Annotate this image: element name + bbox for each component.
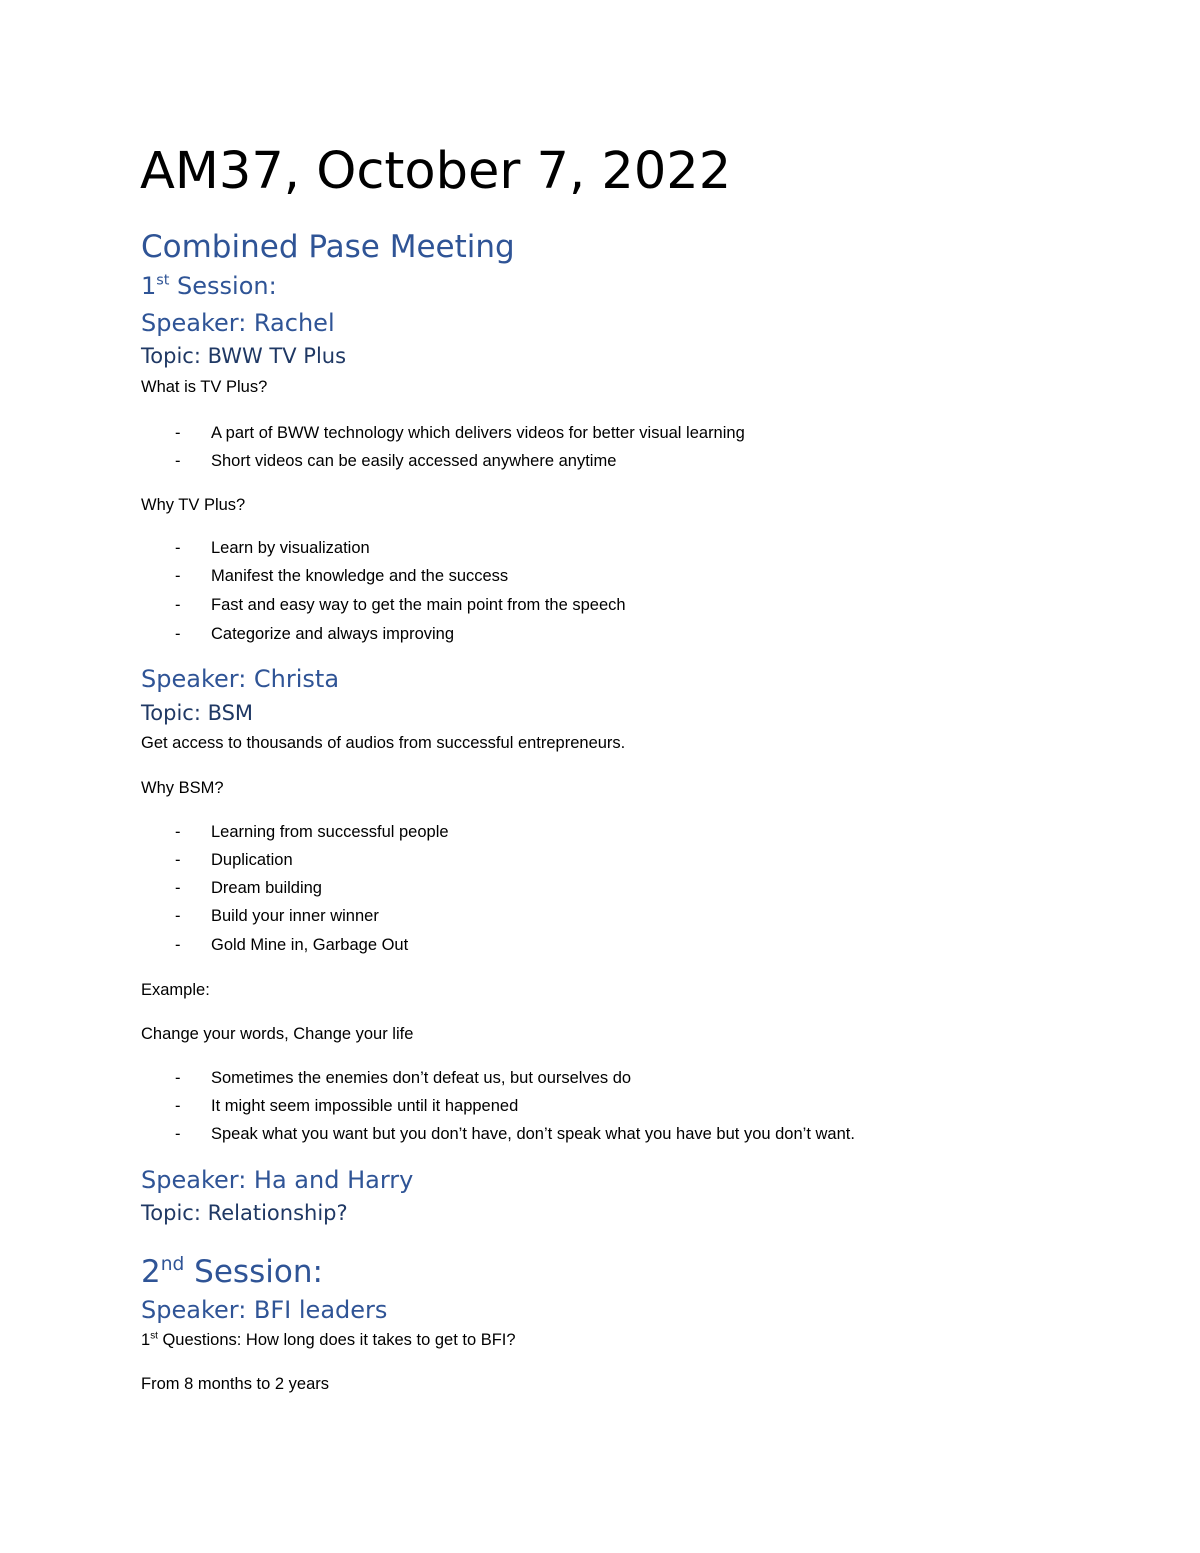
bfi-question-text: Questions: How long does it takes to get to BFI? [157, 1331, 516, 1349]
example-title: Change your words, Change your life [141, 1025, 414, 1043]
list-item-text: Dream building [211, 879, 322, 897]
bullet-dash: - [175, 625, 181, 643]
session-2-heading [141, 1253, 323, 1290]
topic-relationship-heading: Topic: Relationship? [141, 1201, 348, 1225]
list-item-text: A part of BWW technology which delivers videos for better visual learning [211, 424, 745, 442]
bullet-dash: - [175, 823, 181, 841]
bullet-dash: - [175, 596, 181, 614]
bfi-question-number: 1 [141, 1331, 151, 1349]
list-item-text: Short videos can be easily accessed anywhere anytime [211, 452, 617, 470]
session-1-heading [141, 274, 277, 298]
list-item-text: Speak what you want but you don’t have, don’t speak what you have but you don’t want. [211, 1125, 855, 1143]
bullet-dash: - [175, 539, 181, 557]
session-2-label: Session: [184, 1254, 323, 1290]
speaker-bfi-heading: Speaker: BFI leaders [141, 1296, 388, 1324]
list-item-text: Categorize and always improving [211, 625, 455, 643]
bullet-dash: - [175, 907, 181, 925]
bullet-dash: - [175, 1125, 181, 1143]
meeting-title: Combined Pase Meeting [141, 229, 515, 265]
bullet-dash: - [175, 567, 181, 585]
bsm-intro-text: Get access to thousands of audios from successful entrepreneurs. [141, 734, 626, 752]
topic-bsm-heading: Topic: BSM [141, 701, 254, 725]
question-why-bsm: Why BSM? [141, 779, 224, 797]
bfi-question-superscript: st [150, 1330, 158, 1342]
speaker-rachel-heading: Speaker: Rachel [141, 309, 335, 337]
bullet-dash: - [175, 1069, 181, 1087]
bfi-question [141, 1332, 516, 1349]
bullet-dash: - [175, 879, 181, 897]
session-1-number: 1 [141, 272, 157, 300]
example-label: Example: [141, 981, 210, 999]
list-item-text: Learn by visualization [211, 539, 370, 557]
bfi-answer: From 8 months to 2 years [141, 1375, 329, 1393]
list-item-text: Build your inner winner [211, 907, 379, 925]
bullet-dash: - [175, 424, 181, 442]
list-item-text: Sometimes the enemies don’t defeat us, but ourselves do [211, 1069, 632, 1087]
list-item-text: Fast and easy way to get the main point from the speech [211, 596, 626, 614]
list-item-text: Duplication [211, 851, 293, 869]
topic-bww-tv-plus-heading: Topic: BWW TV Plus [141, 344, 347, 368]
speaker-ha-harry-heading: Speaker: Ha and Harry [141, 1166, 414, 1194]
bullet-dash: - [175, 1097, 181, 1115]
bullet-dash: - [175, 936, 181, 954]
list-item-text: Gold Mine in, Garbage Out [211, 936, 409, 954]
bullet-dash: - [175, 851, 181, 869]
speaker-christa-heading: Speaker: Christa [141, 665, 340, 693]
session-2-number: 2 [141, 1254, 161, 1290]
session-1-label: Session: [169, 272, 277, 300]
list-item-text: Learning from successful people [211, 823, 449, 841]
session-1-superscript: st [156, 272, 170, 289]
list-item-text: Manifest the knowledge and the success [211, 567, 509, 585]
list-item-text: It might seem impossible until it happened [211, 1097, 519, 1115]
question-why-tv-plus: Why TV Plus? [141, 496, 246, 514]
session-2-superscript: nd [160, 1253, 185, 1275]
bullet-dash: - [175, 452, 181, 470]
question-what-is-tv-plus: What is TV Plus? [141, 378, 268, 396]
document-title: AM37, October 7, 2022 [140, 142, 732, 201]
